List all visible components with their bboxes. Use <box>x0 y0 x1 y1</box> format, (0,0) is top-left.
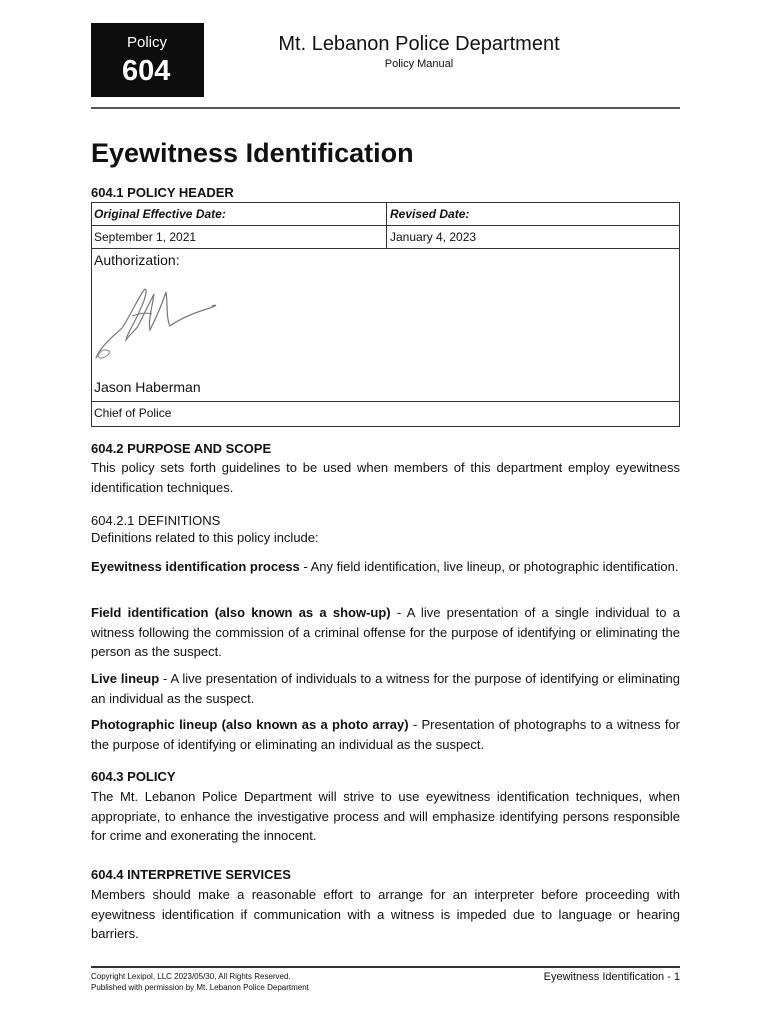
definition-text: - Presentation of photographs to a witness for the purpose of identifying or eliminating an individual as the suspect. <box>91 717 680 752</box>
definition-term: Photographic lineup (also known as a photo array) <box>91 717 409 732</box>
definition-text: - Any field identification, live lineup, or photographic identification. <box>299 559 679 574</box>
revised-date-header: Revised Date: <box>390 207 470 221</box>
footer-divider <box>91 966 680 968</box>
section-heading-policy: 604.3 POLICY <box>91 769 176 784</box>
policy-text: The Mt. Lebanon Police Department will strive to use eyewitness identification techniques, when appropriate, to enhance the investigative process and will emphasize identifying persons responsible for crime and exonerating the innocent. <box>91 789 680 843</box>
section-heading-interpretive: 604.4 INTERPRETIVE SERVICES <box>91 867 291 882</box>
definition-item <box>91 715 680 754</box>
definition-term: Eyewitness identification process <box>91 559 300 574</box>
chief-name: Jason Haberman <box>94 379 201 395</box>
department-name: Mt. Lebanon Police Department <box>278 33 560 55</box>
section-heading-definitions: 604.2.1 DEFINITIONS <box>91 513 221 528</box>
policy-number-badge <box>91 23 204 97</box>
purpose-text: This policy sets forth guidelines to be used when members of this department employ eyewitness identification techniques. <box>91 460 680 495</box>
copyright-line: Published with permission by Mt. Lebanon Police Department <box>91 983 309 992</box>
policy-number: 604 <box>122 55 171 87</box>
chief-title: Chief of Police <box>94 406 172 420</box>
manual-name: Policy Manual <box>384 58 454 70</box>
table-divider <box>92 401 679 402</box>
definition-term: Field identification (also known as a show-up) <box>91 605 391 620</box>
copyright-line: Copyright Lexipol, LLC 2023/05/30, All Rights Reserved. <box>91 972 291 981</box>
definition-text: - A live presentation of individuals to a witness for the purpose of identifying or eliminating an individual as the suspect. <box>91 671 680 706</box>
page-title: Eyewitness Identification <box>91 138 414 168</box>
interpretive-text: Members should make a reasonable effort to arrange for an interpreter before proceeding with eyewitness identification if communication with a witness is impeded due to language or hearing barriers. <box>91 887 680 941</box>
copyright-notice <box>91 971 309 993</box>
policy-label: Policy <box>127 34 168 51</box>
section-heading-purpose: 604.2 PURPOSE AND SCOPE <box>91 441 272 456</box>
revised-date-value: January 4, 2023 <box>390 230 477 244</box>
table-divider <box>92 248 679 249</box>
page-footer-label: Eyewitness Identification - 1 <box>543 971 680 983</box>
original-date-value: September 1, 2021 <box>94 230 197 244</box>
definition-item <box>91 669 680 708</box>
definition-item <box>91 603 680 662</box>
authorization-label: Authorization: <box>94 252 180 268</box>
original-date-header: Original Effective Date: <box>94 207 226 221</box>
policy-header-table <box>91 202 680 427</box>
section-heading-policy-header: 604.1 POLICY HEADER <box>91 185 234 200</box>
table-divider <box>92 225 679 226</box>
table-divider <box>386 203 387 249</box>
header-divider <box>91 107 680 109</box>
definition-item <box>91 557 680 577</box>
definitions-intro: Definitions related to this policy include: <box>91 530 319 545</box>
signature-image <box>92 278 232 368</box>
definition-term: Live lineup <box>91 671 160 686</box>
definition-text: - A live presentation of a single individual to a witness following the commission of a criminal offense for the purpose of identifying or eliminating the person as the suspect. <box>91 605 680 659</box>
